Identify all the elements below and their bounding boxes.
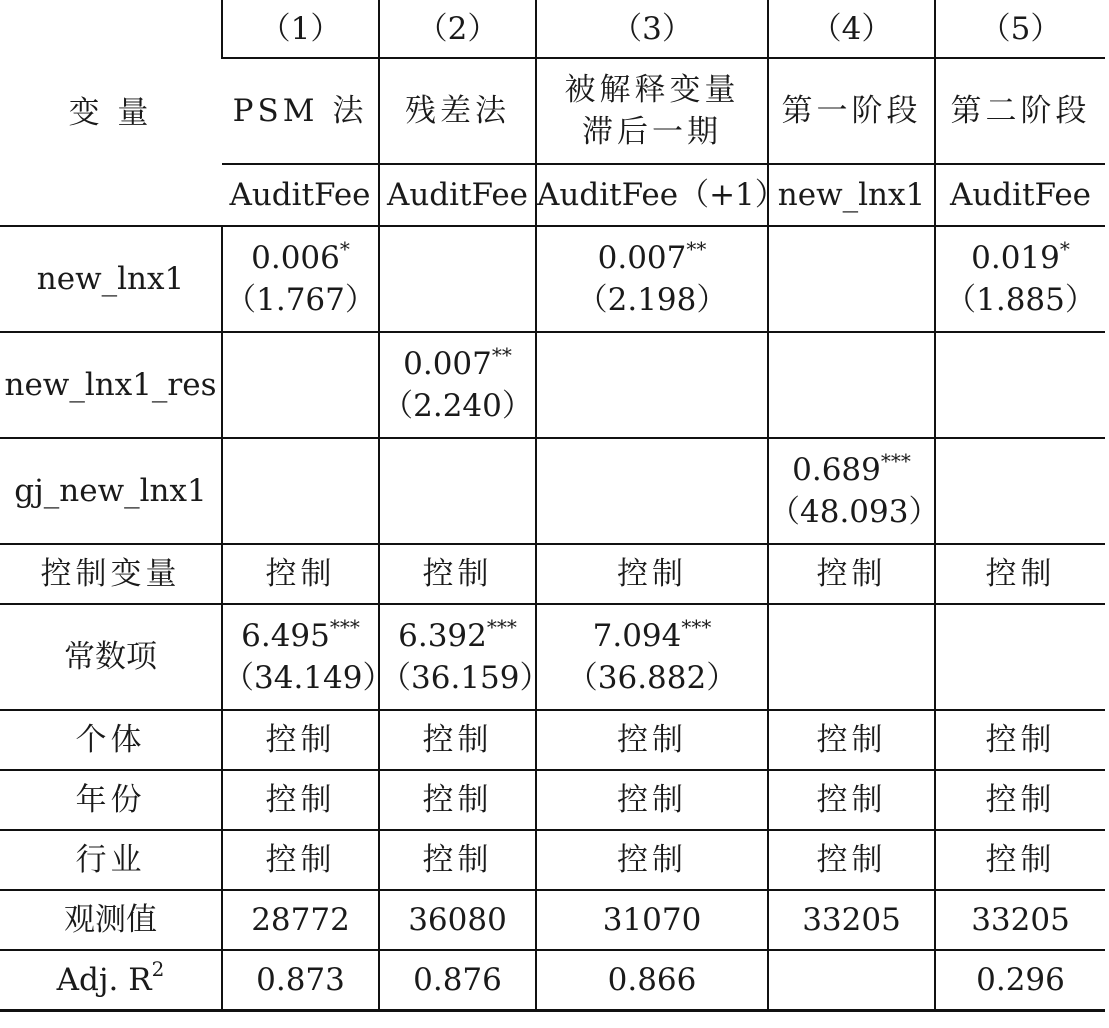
row-year bbox=[0, 770, 1105, 830]
value-cell: 0.873 bbox=[222, 950, 379, 1010]
value-cell: 控制 bbox=[222, 710, 379, 770]
coef-cell bbox=[935, 226, 1105, 332]
superscript-two: 2 bbox=[151, 956, 165, 981]
model-number: （4） bbox=[768, 0, 935, 58]
t-statistic: （48.093） bbox=[769, 494, 940, 530]
value-cell: 控制 bbox=[768, 770, 935, 830]
dependent-var: AuditFee bbox=[379, 164, 536, 226]
coef-value: 6.392 bbox=[398, 618, 487, 654]
model-number: （5） bbox=[935, 0, 1105, 58]
coef-cell bbox=[222, 332, 379, 438]
value-cell: 0.876 bbox=[379, 950, 536, 1010]
model-number-row bbox=[0, 0, 1105, 58]
row-label: 控制变量 bbox=[0, 544, 222, 604]
value-cell: 28772 bbox=[222, 890, 379, 950]
row-label: 个体 bbox=[0, 710, 222, 770]
coef-line bbox=[380, 343, 535, 385]
row-label: 年份 bbox=[0, 770, 222, 830]
method-label: 被解释变量 bbox=[564, 72, 740, 108]
value-cell: 控制 bbox=[935, 710, 1105, 770]
row-label: new_lnx1_res bbox=[0, 332, 222, 438]
coef-value: 0.019 bbox=[971, 240, 1060, 276]
value-cell: 控制 bbox=[379, 770, 536, 830]
coef-value: 0.006 bbox=[251, 240, 340, 276]
method-label: 第一阶段 bbox=[781, 93, 922, 129]
coef-cell bbox=[536, 604, 768, 710]
row-industry bbox=[0, 830, 1105, 890]
value-cell: 控制 bbox=[768, 830, 935, 890]
t-statistic: （34.149） bbox=[223, 660, 394, 696]
value-cell: 控制 bbox=[935, 770, 1105, 830]
coef-cell bbox=[379, 226, 536, 332]
t-statistic: （36.159） bbox=[380, 660, 551, 696]
value-cell: 控制 bbox=[222, 770, 379, 830]
value-cell: 控制 bbox=[768, 544, 935, 604]
value-cell: 31070 bbox=[536, 890, 768, 950]
value-cell: 控制 bbox=[768, 710, 935, 770]
value-cell: 控制 bbox=[536, 710, 768, 770]
value-cell: 0.296 bbox=[935, 950, 1105, 1010]
coef-cell bbox=[768, 604, 935, 710]
value-cell: 控制 bbox=[222, 544, 379, 604]
coef-cell bbox=[379, 604, 551, 710]
method-label: 残差法 bbox=[405, 93, 510, 129]
method-cell bbox=[222, 58, 379, 164]
significance-stars: * bbox=[339, 237, 350, 261]
t-statistic: （2.198） bbox=[576, 282, 728, 318]
value-cell: 控制 bbox=[222, 830, 379, 890]
method-label: 第二阶段 bbox=[950, 93, 1091, 129]
coef-cell bbox=[768, 332, 935, 438]
row-new-lnx1-res bbox=[0, 332, 1105, 438]
dependent-var: AuditFee bbox=[222, 164, 379, 226]
method-cell bbox=[768, 58, 935, 164]
model-number: （3） bbox=[536, 0, 768, 58]
value-cell: 控制 bbox=[935, 830, 1105, 890]
model-number: （1） bbox=[222, 0, 379, 58]
coef-cell bbox=[536, 226, 768, 332]
row-individual bbox=[0, 710, 1105, 770]
value-cell: 33205 bbox=[935, 890, 1105, 950]
significance-stars: *** bbox=[681, 615, 712, 639]
value-cell: 控制 bbox=[935, 544, 1105, 604]
row-label bbox=[0, 950, 222, 1010]
significance-stars: *** bbox=[880, 449, 911, 473]
coef-cell bbox=[222, 604, 394, 710]
t-statistic: （36.882） bbox=[566, 660, 738, 696]
value-cell: 控制 bbox=[379, 544, 536, 604]
row-label: 观测值 bbox=[0, 890, 222, 950]
dependent-var: new_lnx1 bbox=[768, 164, 935, 226]
coef-line bbox=[223, 615, 378, 657]
coef-cell bbox=[935, 604, 1105, 710]
significance-stars: *** bbox=[329, 615, 360, 639]
t-statistic: （2.240） bbox=[382, 388, 533, 424]
value-cell: 33205 bbox=[768, 890, 935, 950]
method-label: PSM 法 bbox=[232, 93, 368, 129]
row-observations bbox=[0, 890, 1105, 950]
coef-line bbox=[769, 449, 934, 491]
value-cell: 36080 bbox=[379, 890, 536, 950]
method-cell bbox=[935, 58, 1105, 164]
significance-stars: ** bbox=[686, 237, 707, 261]
row-gj-new-lnx1 bbox=[0, 438, 1105, 544]
variable-header: 变 量 bbox=[68, 94, 153, 131]
coef-cell bbox=[536, 332, 768, 438]
value-cell bbox=[768, 950, 935, 1010]
row-label: 行业 bbox=[0, 830, 222, 890]
row-constant bbox=[0, 604, 1105, 710]
value-cell: 控制 bbox=[379, 710, 536, 770]
coef-line bbox=[380, 615, 535, 657]
value-cell: 控制 bbox=[536, 830, 768, 890]
significance-stars: ** bbox=[491, 343, 512, 367]
coef-value: 0.007 bbox=[597, 240, 687, 276]
coef-value: 6.495 bbox=[241, 618, 330, 654]
row-new-lnx1 bbox=[0, 226, 1105, 332]
coef-value: 0.689 bbox=[792, 452, 881, 488]
value-cell: 控制 bbox=[536, 770, 768, 830]
coef-line bbox=[223, 237, 378, 279]
method-cell bbox=[536, 58, 768, 164]
method-cell bbox=[379, 58, 536, 164]
value-cell: 控制 bbox=[536, 544, 768, 604]
coef-value: 0.007 bbox=[403, 346, 492, 382]
adj-r2-label: Adj. R bbox=[56, 961, 152, 998]
method-label: 滞后一期 bbox=[582, 114, 722, 150]
coef-cell bbox=[768, 226, 935, 332]
t-statistic: （1.767） bbox=[225, 282, 376, 318]
significance-stars: * bbox=[1059, 237, 1070, 261]
coef-cell bbox=[935, 438, 1105, 544]
row-label: 常数项 bbox=[0, 604, 222, 710]
significance-stars: *** bbox=[486, 615, 517, 639]
value-cell: 0.866 bbox=[536, 950, 768, 1010]
row-controls bbox=[0, 544, 1105, 604]
coef-cell bbox=[222, 226, 379, 332]
row-adj-r2 bbox=[0, 950, 1105, 1010]
dependent-var: AuditFee bbox=[935, 164, 1105, 226]
model-number: （2） bbox=[379, 0, 536, 58]
coef-line bbox=[537, 615, 767, 657]
coef-cell bbox=[379, 438, 536, 544]
coef-line bbox=[537, 237, 767, 279]
coef-cell bbox=[222, 438, 379, 544]
dependent-var: AuditFee（+1） bbox=[536, 164, 768, 226]
coef-line bbox=[936, 237, 1105, 279]
t-statistic: （1.885） bbox=[945, 282, 1096, 318]
coef-cell bbox=[536, 438, 768, 544]
coef-cell bbox=[935, 332, 1105, 438]
row-label: gj_new_lnx1 bbox=[0, 438, 222, 544]
value-cell: 控制 bbox=[379, 830, 536, 890]
row-label: new_lnx1 bbox=[0, 226, 222, 332]
coef-cell bbox=[768, 438, 940, 544]
coef-cell bbox=[379, 332, 536, 438]
coef-value: 7.094 bbox=[592, 618, 682, 654]
